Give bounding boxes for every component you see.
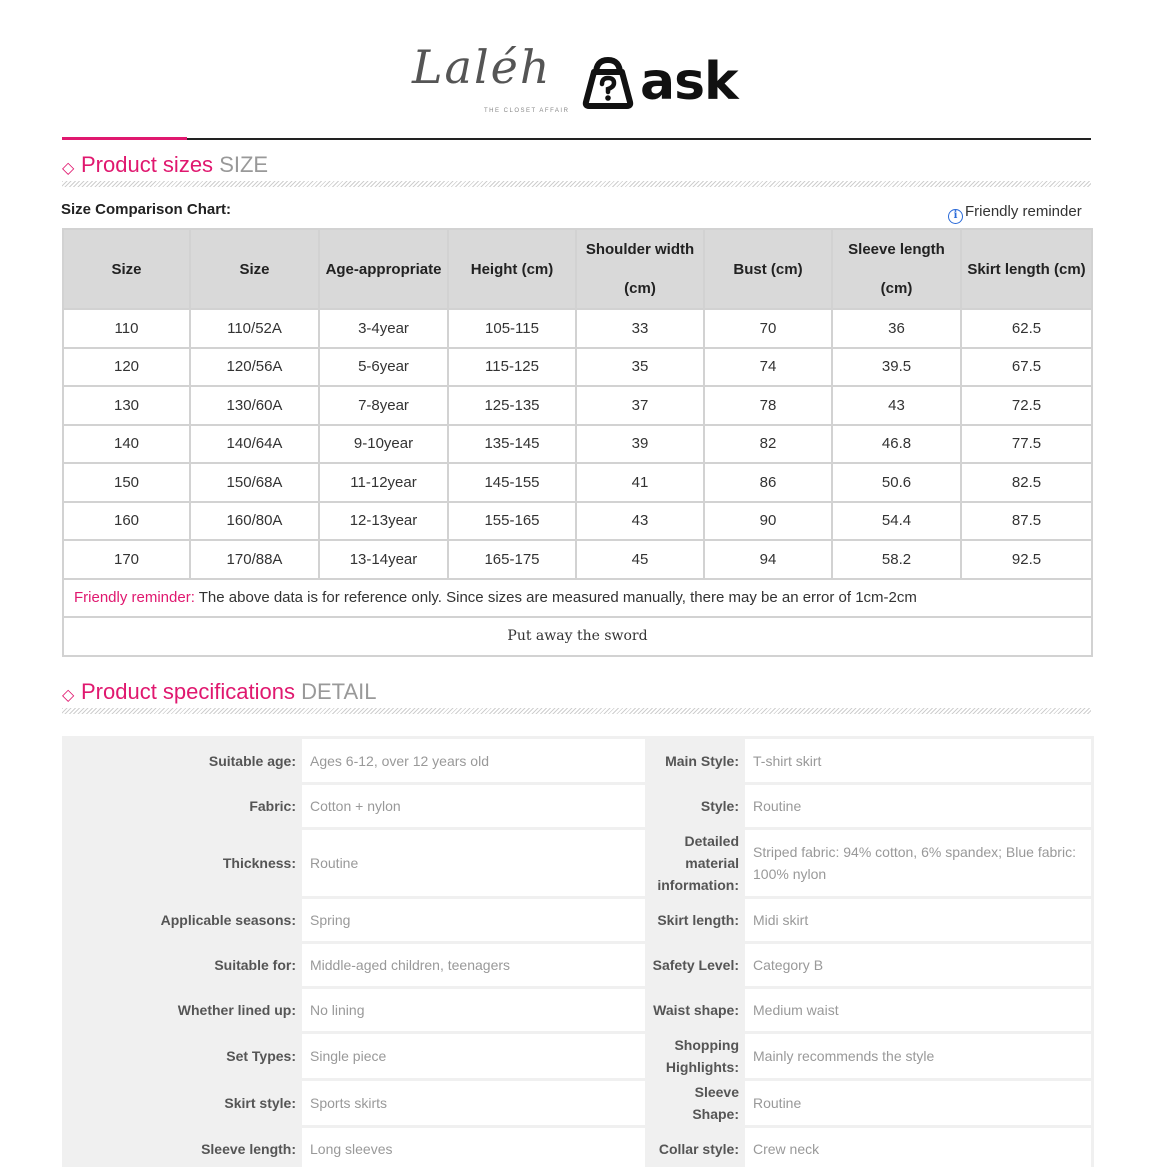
dotted-divider [62,708,1091,714]
spec-label: Sleeve length: [201,1141,296,1157]
size-cell: 67.5 [961,348,1092,387]
size-cell: 78 [704,386,832,425]
spec-value: Crew neck [745,1128,1091,1167]
reminder-note-label: Friendly reminder: [74,589,195,607]
spec-label: Whether lined up: [177,1002,296,1018]
diamond-icon: ◇ [62,160,75,177]
size-cell: 3-4year [319,309,448,348]
spec-value: Single piece [302,1034,645,1078]
spec-row [65,989,1091,1031]
size-cell: 94 [704,540,832,579]
size-cell: 77.5 [961,425,1092,464]
size-table-header-row [63,229,1092,309]
spec-label: Style: [700,798,739,814]
size-cell: 170/88A [190,540,319,579]
spec-label: Sleeve Shape: [692,1084,739,1122]
size-row [63,463,1092,502]
spec-row [65,899,1091,941]
size-cell: 105-115 [448,309,576,348]
size-row [63,540,1092,579]
spec-label: Detailed material information: [657,833,739,893]
size-cell: 58.2 [832,540,961,579]
size-cell: 82.5 [961,463,1092,502]
spec-label: Skirt length: [657,912,739,928]
size-header-cell: Skirt length (cm) [961,229,1092,309]
size-header-cell: Sleeve length (cm) [832,229,961,309]
put-away-button[interactable]: Put away the sword [63,617,1092,656]
size-cell: 13-14year [319,540,448,579]
spec-label: Applicable seasons: [160,912,296,928]
size-cell: 46.8 [832,425,961,464]
spec-value: Spring [302,899,645,941]
size-cell: 135-145 [448,425,576,464]
spec-value: Routine [302,830,645,896]
size-cell: 165-175 [448,540,576,579]
spec-label: Main Style: [665,752,739,769]
size-cell: 82 [704,425,832,464]
reminder-note [63,579,1092,618]
fold-row [63,617,1092,656]
spec-label: Suitable for: [214,957,296,973]
spec-label: Suitable age: [208,752,296,769]
size-cell: 36 [832,309,961,348]
size-row [63,425,1092,464]
size-cell: 86 [704,463,832,502]
size-cell: 9-10year [319,425,448,464]
reminder-row [63,579,1092,618]
size-cell: 45 [576,540,704,579]
top-divider-accent [62,137,187,140]
spec-label: Waist shape: [653,1002,739,1018]
size-cell: 160 [63,502,190,541]
spec-value: Routine [745,785,1091,827]
question-bag-icon [580,54,636,110]
spec-row [65,944,1091,986]
size-header-cell: Size [63,229,190,309]
spec-label: Skirt style: [224,1095,296,1111]
spec-value: T-shirt skirt [745,739,1091,782]
spec-value: No lining [302,989,645,1031]
size-cell: 5-6year [319,348,448,387]
size-cell: 120 [63,348,190,387]
size-cell: 12-13year [319,502,448,541]
dotted-divider [62,181,1091,187]
size-cell: 150/68A [190,463,319,502]
size-cell: 92.5 [961,540,1092,579]
spec-value: Long sleeves [302,1128,645,1167]
size-cell: 155-165 [448,502,576,541]
size-cell: 39 [576,425,704,464]
laleh-tagline: THE CLOSET AFFAIR [484,108,570,114]
size-row [63,309,1092,348]
spec-value: Middle-aged children, teenagers [302,944,645,986]
size-cell: 35 [576,348,704,387]
size-section-header [62,152,1091,182]
size-header-cell: Size [190,229,319,309]
size-section-title: Product sizes SIZE [81,152,269,177]
size-row [63,386,1092,425]
spec-label: Fabric: [249,798,296,814]
spec-row [65,1034,1091,1078]
size-cell: 120/56A [190,348,319,387]
size-cell: 90 [704,502,832,541]
size-cell: 70 [704,309,832,348]
spec-label: Thickness: [222,855,296,871]
size-cell: 170 [63,540,190,579]
spec-row [65,739,1091,782]
size-cell: 74 [704,348,832,387]
size-cell: 125-135 [448,386,576,425]
spec-value: Routine [745,1081,1091,1125]
size-header-cell: Bust (cm) [704,229,832,309]
size-header-cell: Shoulder width (cm) [576,229,704,309]
size-cell: 62.5 [961,309,1092,348]
spec-section-title: Product specifications DETAIL [81,679,377,704]
size-cell: 140 [63,425,190,464]
spec-row [65,1128,1091,1167]
size-cell: 7-8year [319,386,448,425]
laleh-logo [412,34,572,118]
size-cell: 140/64A [190,425,319,464]
diamond-icon: ◇ [62,687,75,704]
size-cell: 130/60A [190,386,319,425]
size-cell: 50.6 [832,463,961,502]
size-cell: 160/80A [190,502,319,541]
spec-row [65,785,1091,827]
size-comparison-table [62,228,1093,657]
info-icon: i [948,209,963,224]
size-cell: 110 [63,309,190,348]
size-header-cell: Age-appropriate [319,229,448,309]
size-cell: 54.4 [832,502,961,541]
spec-value: Cotton + nylon [302,785,645,827]
spec-value: Mainly recommends the style [745,1034,1091,1078]
size-cell: 43 [832,386,961,425]
spec-row [65,830,1091,896]
spec-label: Set Types: [226,1048,296,1064]
spec-label: Safety Level: [652,957,739,973]
friendly-reminder-label: Friendly reminder [965,203,1082,220]
size-cell: 130 [63,386,190,425]
laleh-logo-text: Laléh [412,40,552,94]
size-cell: 110/52A [190,309,319,348]
size-header-cell: Height (cm) [448,229,576,309]
spec-label: Shopping Highlights: [665,1037,739,1075]
size-row [63,348,1092,387]
size-cell: 72.5 [961,386,1092,425]
spec-value: Sports skirts [302,1081,645,1125]
spec-row [65,1081,1091,1125]
size-cell: 145-155 [448,463,576,502]
spec-value: Midi skirt [745,899,1091,941]
reminder-note-text: The above data is for reference only. Since sizes are measured manually, there may be an error of 1cm-2cm [194,589,917,607]
friendly-reminder-link[interactable] [948,203,1082,224]
size-chart-label: Size Comparison Chart: [61,201,232,218]
brand-header [0,28,1167,118]
size-cell: 43 [576,502,704,541]
spec-value: Striped fabric: 94% cotton, 6% spandex; Blue fabric: 100% nylon [745,830,1091,896]
spec-table [62,736,1094,1167]
top-divider [62,138,1091,140]
size-cell: 11-12year [319,463,448,502]
spec-value: Category B [745,944,1091,986]
size-cell: 115-125 [448,348,576,387]
size-cell: 41 [576,463,704,502]
size-cell: 39.5 [832,348,961,387]
size-cell: 37 [576,386,704,425]
size-cell: 33 [576,309,704,348]
spec-value: Medium waist [745,989,1091,1031]
size-cell: 87.5 [961,502,1092,541]
size-cell: 150 [63,463,190,502]
size-row [63,502,1092,541]
ask-logo-text: ask [640,52,738,112]
spec-section-header [62,679,1091,709]
spec-label: Collar style: [658,1141,739,1157]
spec-value: Ages 6-12, over 12 years old [302,739,645,782]
